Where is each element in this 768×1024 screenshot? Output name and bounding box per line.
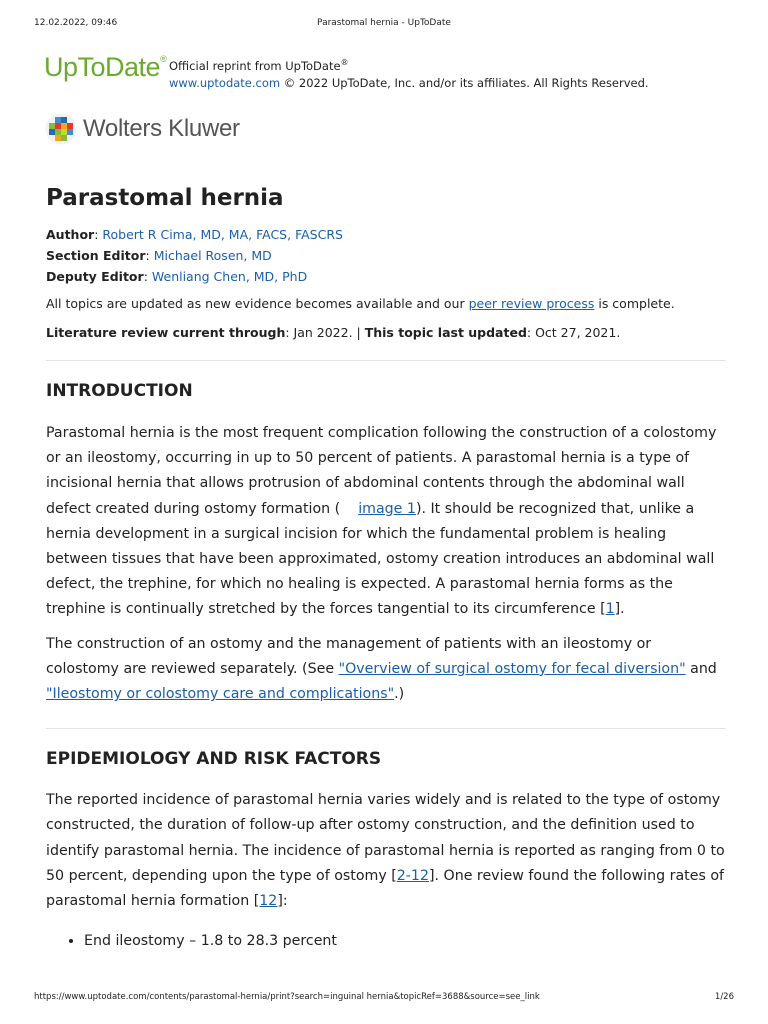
section-divider [46,360,726,361]
print-page-title: Parastomal hernia - UpToDate [317,18,451,28]
uptodate-logo[interactable]: UpToDate® [44,52,167,82]
reprint-line: Official reprint from UpToDate [169,58,341,73]
image-1-link[interactable]: image 1 [358,500,416,517]
introduction-paragraph-2: The construction of an ostomy and the management of patients with an ileostomy or colostomy are reviewed separately. (See "Overview of surgical ostomy for fecal diversion" and "Ileostomy or colostomy care and complications".) [46,635,717,703]
author-link[interactable]: Robert R Cima, MD, MA, FACS, FASCRS [102,227,343,242]
reference-2-12-link[interactable]: 2-12 [396,867,429,884]
section-divider [46,728,726,729]
wolters-kluwer-mosaic-icon [45,113,77,145]
deputy-editor-label: Deputy Editor [46,269,144,284]
page-number: 1/26 [714,992,734,1002]
reference-12-link[interactable]: 12 [259,893,278,910]
reference-1-link[interactable]: 1 [605,601,615,618]
deputy-editor-link[interactable]: Wenliang Chen, MD, PhD [151,269,308,284]
author-label: Author [46,227,95,242]
introduction-heading: INTRODUCTION [46,381,193,401]
registered-mark: ® [340,58,349,67]
lit-review-label: Literature review current through [46,325,286,340]
article-title: Parastomal hernia [46,185,284,211]
last-updated-label: This topic last updated [364,325,527,340]
section-editor-link[interactable]: Michael Rosen, MD [153,248,272,263]
print-url: https://www.uptodate.com/contents/parastomal-hernia/print?search=inguinal hernia&topicRef=3688&source=see_link [34,992,540,1002]
section-editor-label: Section Editor [46,248,146,263]
hernia-rate-list [46,929,726,954]
ostomy-care-link[interactable]: "Ileostomy or colostomy care and complications" [46,686,395,703]
uptodate-url-link[interactable]: www.uptodate.com [169,75,281,90]
print-header [34,18,734,30]
update-note: All topics are updated as new evidence becomes available and our peer review process is complete. [46,296,675,311]
rights-text: © 2022 UpToDate, Inc. and/or its affiliates. All Rights Reserved. [280,75,649,90]
print-footer [34,992,734,1004]
epidemiology-heading: EPIDEMIOLOGY AND RISK FACTORS [46,749,382,770]
review-dates: Literature review current through: Jan 2022. | This topic last updated: Oct 27, 2021. [46,325,621,340]
article-content [46,180,726,954]
introduction-paragraph-1: Parastomal hernia is the most frequent complication following the construction of a colostomy or an ileostomy, occurring in up to 50 percent of patients. A parastomal hernia is a type of incisional hernia that allows protrusion of abdominal contents through the abdominal wall defect created during ostomy formation ( image 1). It should be recognized that, unlike a hernia development in a surgical incision for which the fundamental problem is healing between tissues that have been approximated, ostomy creation introduces an abdominal wall defect, the trephine, for which no healing is expected. A parastomal hernia forms as the trephine is continually stretched by the forces tangential to its circumference [1]. [46,425,717,618]
ostomy-overview-link[interactable]: "Overview of surgical ostomy for fecal diversion" [338,660,686,677]
list-item: • End ileostomy – 1.8 to 28.3 percent [84,929,726,954]
print-date: 12.02.2022, 09:46 [34,18,118,28]
reprint-notice [169,54,649,92]
epidemiology-paragraph-1: The reported incidence of parastomal hernia varies widely and is related to the type of ostomy constructed, the duration of follow-up after ostomy construction, and the definition used to identify parastomal hernia. The incidence of parastomal hernia is reported as ranging from 0 to 50 percent, depending upon the type of ostomy [2-12]. One review found the following rates of parastomal hernia formation [12]: [46,792,725,910]
article-credits: Author: Robert R Cima, MD, MA, FACS, FASCRS Section Editor: Michael Rosen, MD Deputy Editor: Wenliang Chen, MD, PhD [46,227,343,284]
peer-review-link[interactable]: peer review process [468,296,595,311]
wolters-kluwer-wordmark: Wolters Kluwer [83,115,240,142]
